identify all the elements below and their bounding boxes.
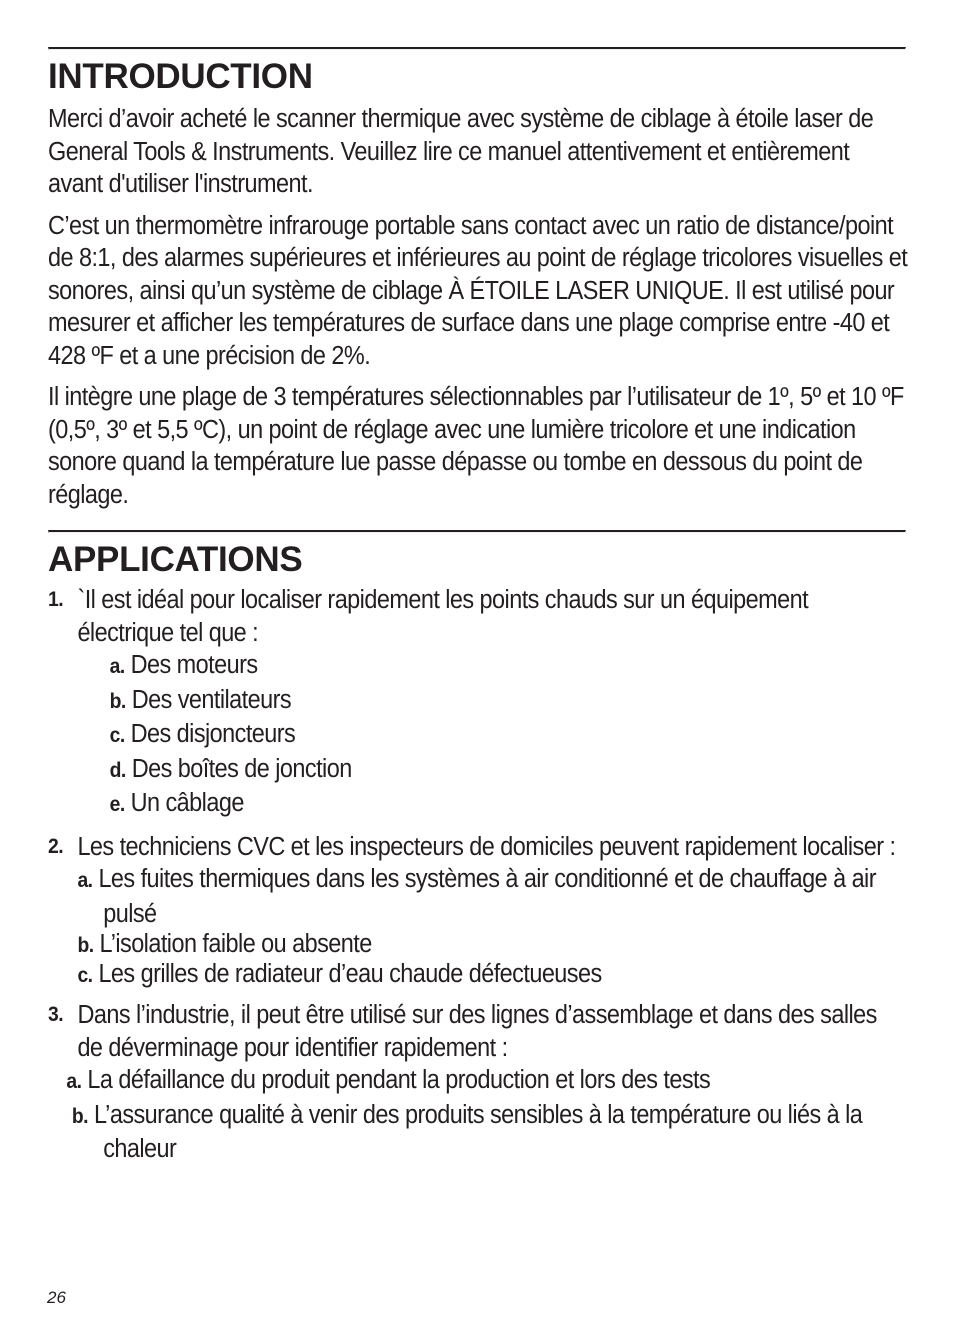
intro-paragraph-1: Merci d’avoir acheté le scanner thermique avec système de ciblage à étoile laser de General Tools & Instruments. Veuillez lire ce manuel attentivement et entièrement avant d'utiliser l'instrument. [48,105,874,198]
section-divider [48,530,906,533]
manual-page [48,47,906,1166]
item-number: 1. [48,588,64,611]
item-number: 2. [48,834,64,858]
sub-item-letter: b. [109,689,126,713]
sub-item-text: Les grilles de radiateur d’eau chaude défectueuses [98,960,602,988]
sub-item-letter: c. [109,724,125,747]
applications-section [48,530,906,1166]
sub-item [77,930,907,960]
sub-item-letter: a. [66,1070,82,1093]
sub-item-text: Des moteurs [130,651,258,679]
introduction-heading: INTRODUCTION [48,57,313,96]
page-number: 26 [47,1288,66,1307]
application-item-1 [48,584,907,822]
item-text: Les techniciens CVC et les inspecteurs de domiciles peuvent rapidement localiser : [77,832,896,861]
sub-item-text: L’isolation faible ou absente [99,930,372,958]
sub-item [77,960,907,990]
sub-item [71,1099,907,1166]
sub-item [84,753,907,788]
sub-item-letter: a. [77,869,93,892]
item-text: `Il est idéal pour localiser rapidement les points chauds sur un équipement électrique tel que : [77,586,809,647]
intro-paragraph-2: C’est un thermomètre infrarouge portable sans contact avec un ratio de distance/point de 8:1, des alarmes supérieures et inférieures au point de réglage tricolores visuelles et sonores, ainsi qu’un système de ciblage À ÉTOILE LASER UNIQUE. Il est utilisé pour mesurer et afficher les températures de surface dans une plage comprise entre -40 et 428 ºF et a une précision de 2%. [48,211,908,370]
sub-item-text: Des boîtes de jonction [131,754,352,783]
sub-list [77,863,907,990]
section-divider [48,47,906,50]
sub-item-text: Des ventilateurs [131,685,292,714]
introduction-body [48,103,907,511]
sub-item-text: Des disjoncteurs [130,720,296,748]
sub-item [84,718,907,753]
sub-item [84,787,907,822]
sub-item-text: La défaillance du produit pendant la production et lors des tests [87,1066,711,1094]
sub-item [84,649,907,684]
intro-paragraph-3: Il intègre une plage de 3 températures sélectionnables par l’utilisateur de 1º, 5º et 10 ºF (0,5º, 3º et 5,5 ºC), un point de réglage avec une lumière tricolore et une indication sonore quand la température lue passe dépasse ou tombe en dessous du point de réglage. [48,383,904,509]
sub-item-text: Un câblage [130,789,244,817]
item-number: 3. [48,1003,64,1026]
applications-list [48,584,907,1166]
sub-item [84,684,907,719]
sub-item-letter: c. [77,964,93,987]
sub-list [66,1064,907,1166]
sub-item [66,1064,907,1099]
sub-item-letter: d. [109,758,126,782]
application-item-2 [48,831,907,991]
applications-body [48,584,907,1166]
item-text: Dans l’industrie, il peut être utilisé sur des lignes d’assemblage et dans des salles de déverminage pour identifier rapidement : [77,1001,877,1062]
sub-item-text: Les fuites thermiques dans les systèmes à air conditionné et de chauffage à air pulsé [98,865,876,928]
sub-list [77,649,907,822]
sub-item-letter: a. [109,655,125,678]
sub-item [77,863,907,930]
introduction-section [48,47,906,511]
sub-item-letter: b. [71,1104,88,1128]
application-item-3 [48,999,907,1166]
applications-heading: APPLICATIONS [48,540,303,579]
sub-item-letter: e. [109,793,125,816]
sub-item-text: L’assurance qualité à venir des produits sensibles à la température ou liés à la chaleur [93,1100,863,1163]
sub-item-letter: b. [77,934,94,957]
